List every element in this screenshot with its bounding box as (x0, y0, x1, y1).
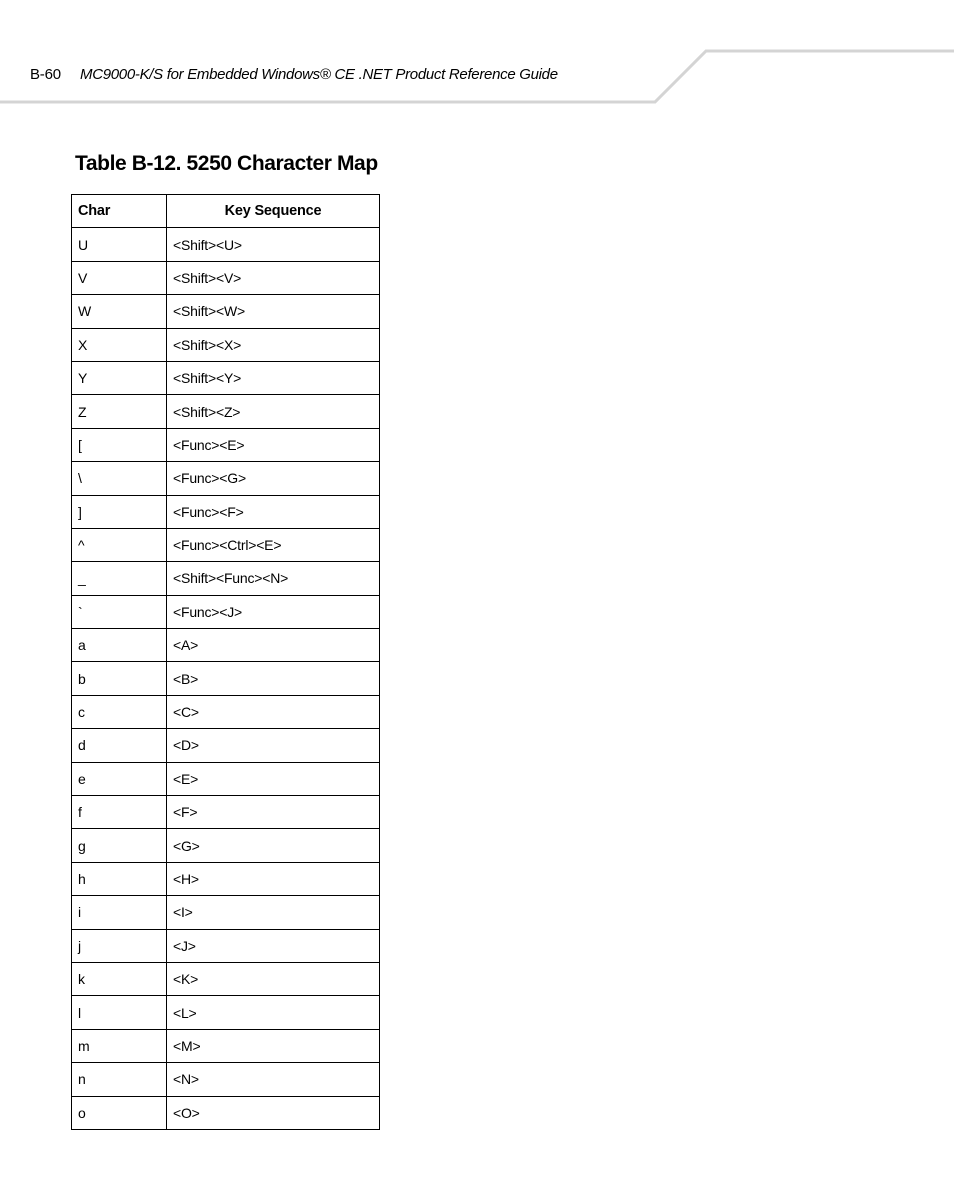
table-row (72, 228, 380, 261)
key-sequence-cell: <Shift><Y> (167, 361, 380, 394)
table-header-row (72, 195, 380, 228)
table-row (72, 996, 380, 1029)
table-row (72, 528, 380, 561)
char-cell: a (72, 629, 167, 662)
key-sequence-cell: <Func><E> (167, 428, 380, 461)
key-sequence-cell: <F> (167, 796, 380, 829)
char-cell: l (72, 996, 167, 1029)
key-sequence-cell: <K> (167, 962, 380, 995)
key-sequence-cell: <Func><F> (167, 495, 380, 528)
table-row (72, 929, 380, 962)
key-sequence-cell: <D> (167, 729, 380, 762)
table-row (72, 796, 380, 829)
table-row (72, 1029, 380, 1062)
document-title: MC9000-K/S for Embedded Windows® CE .NET Product Reference Guide (80, 66, 558, 83)
header-rule (0, 0, 954, 110)
char-cell: ^ (72, 528, 167, 561)
table-row (72, 462, 380, 495)
table-row (72, 562, 380, 595)
table-row (72, 762, 380, 795)
table-row (72, 695, 380, 728)
table-row (72, 495, 380, 528)
table-row (72, 962, 380, 995)
char-cell: j (72, 929, 167, 962)
char-cell: W (72, 295, 167, 328)
table-row (72, 328, 380, 361)
key-sequence-cell: <Shift><W> (167, 295, 380, 328)
char-cell: X (72, 328, 167, 361)
key-sequence-cell: <C> (167, 695, 380, 728)
table-row (72, 1063, 380, 1096)
column-header-key-sequence: Key Sequence (167, 195, 380, 228)
key-sequence-cell: <Shift><Z> (167, 395, 380, 428)
table-row (72, 595, 380, 628)
key-sequence-cell: <Func><J> (167, 595, 380, 628)
char-cell: o (72, 1096, 167, 1129)
char-cell: ] (72, 495, 167, 528)
char-cell: h (72, 862, 167, 895)
char-cell: \ (72, 462, 167, 495)
char-cell: n (72, 1063, 167, 1096)
key-sequence-cell: <Shift><X> (167, 328, 380, 361)
char-cell: [ (72, 428, 167, 461)
table-row (72, 829, 380, 862)
key-sequence-cell: <I> (167, 896, 380, 929)
key-sequence-cell: <Shift><U> (167, 228, 380, 261)
table-row (72, 729, 380, 762)
table-row (72, 629, 380, 662)
table-title: Table B-12. 5250 Character Map (75, 152, 378, 175)
char-cell: Y (72, 361, 167, 394)
table-row (72, 662, 380, 695)
column-header-char: Char (72, 195, 167, 228)
key-sequence-cell: <G> (167, 829, 380, 862)
char-cell: f (72, 796, 167, 829)
table-row (72, 896, 380, 929)
char-cell: U (72, 228, 167, 261)
table-body (72, 228, 380, 1130)
table-row (72, 428, 380, 461)
key-sequence-cell: <A> (167, 629, 380, 662)
key-sequence-cell: <M> (167, 1029, 380, 1062)
table-row (72, 862, 380, 895)
key-sequence-cell: <N> (167, 1063, 380, 1096)
char-cell: c (72, 695, 167, 728)
char-cell: Z (72, 395, 167, 428)
key-sequence-cell: <H> (167, 862, 380, 895)
key-sequence-cell: <Shift><Func><N> (167, 562, 380, 595)
key-sequence-cell: <Func><G> (167, 462, 380, 495)
char-cell: k (72, 962, 167, 995)
char-cell: ` (72, 595, 167, 628)
table-row (72, 361, 380, 394)
table-row (72, 295, 380, 328)
table-row (72, 1096, 380, 1129)
key-sequence-cell: <Func><Ctrl><E> (167, 528, 380, 561)
char-cell: m (72, 1029, 167, 1062)
char-cell: V (72, 261, 167, 294)
key-sequence-cell: <E> (167, 762, 380, 795)
char-cell: b (72, 662, 167, 695)
table-row (72, 395, 380, 428)
key-sequence-cell: <L> (167, 996, 380, 1029)
page-number: B-60 (30, 66, 61, 83)
key-sequence-cell: <B> (167, 662, 380, 695)
key-sequence-cell: <O> (167, 1096, 380, 1129)
char-cell: g (72, 829, 167, 862)
char-cell: e (72, 762, 167, 795)
table-row (72, 261, 380, 294)
key-sequence-cell: <J> (167, 929, 380, 962)
key-sequence-cell: <Shift><V> (167, 261, 380, 294)
character-map-table (71, 194, 380, 1130)
char-cell: d (72, 729, 167, 762)
char-cell: _ (72, 562, 167, 595)
char-cell: i (72, 896, 167, 929)
